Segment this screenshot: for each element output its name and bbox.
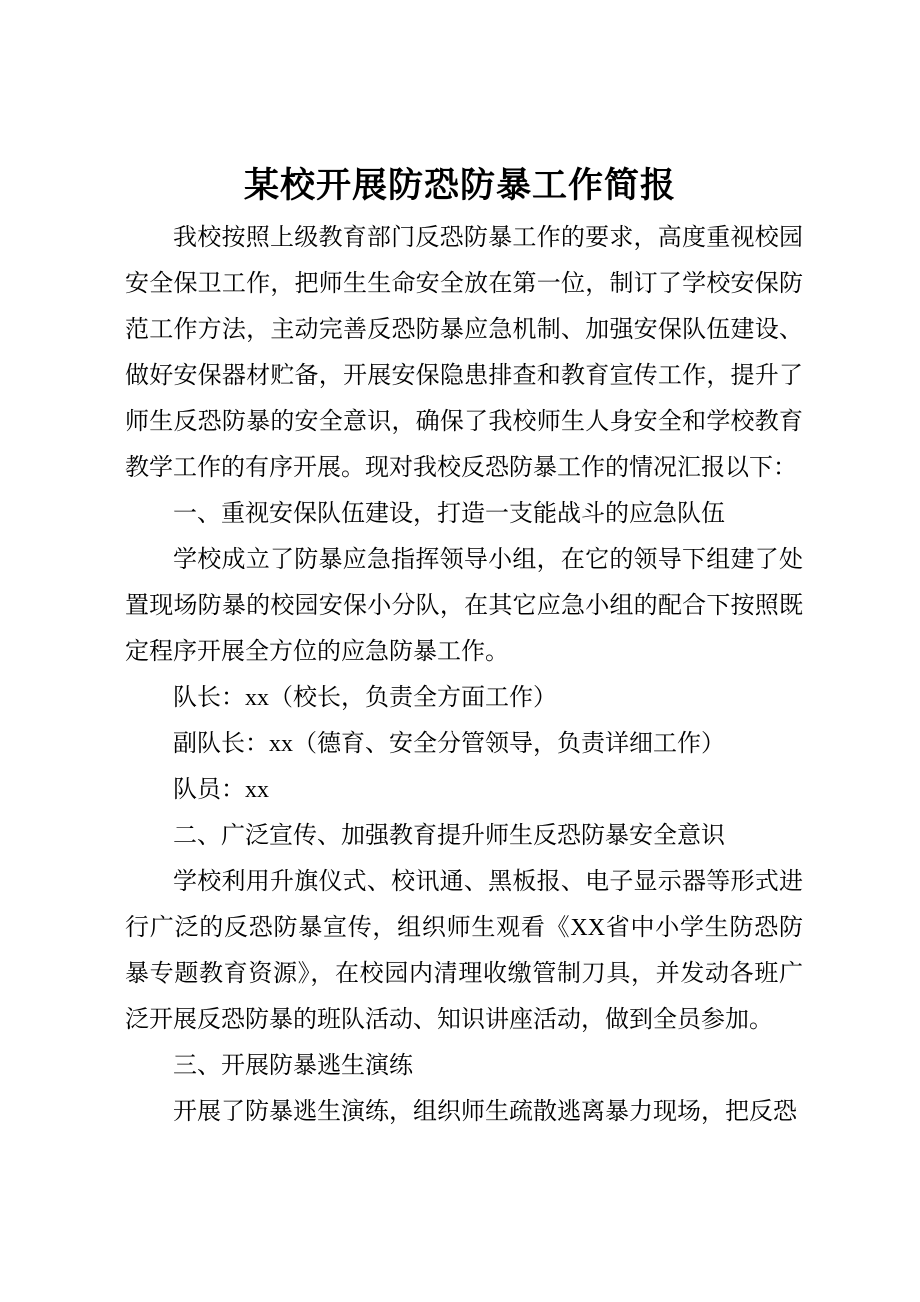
paragraph-3: 学校成立了防暴应急指挥领导小组，在它的领导下组建了处置现场防暴的校园安保小分队，在其它应急小组的配合下按照既定程序开展全方位的应急防暴工作。 [125, 547, 803, 665]
document-title: 某校开展防恐防暴工作简报 [243, 166, 676, 205]
paragraph-4: 队长：xx（校长，负责全方面工作） [173, 685, 557, 711]
paragraph-7: 二、广泛宣传、加强教育提升师生反恐防暴安全意识 [173, 823, 725, 849]
paragraph-10: 开展了防暴逃生演练，组织师生疏散逃离暴力现场，把反恐 [173, 1099, 797, 1125]
paragraph-6: 队员：xx [173, 777, 269, 803]
paragraph-9: 三、开展防暴逃生演练 [173, 1053, 413, 1079]
paragraph-5: 副队长：xx（德育、安全分管领导，负责详细工作） [173, 731, 725, 757]
paragraph-2: 一、重视安保队伍建设，打造一支能战斗的应急队伍 [173, 501, 725, 527]
document-body [125, 215, 803, 1135]
paragraph-8: 学校利用升旗仪式、校讯通、黑板报、电子显示器等形式进行广泛的反恐防暴宣传，组织师生观看《XX省中小学生防恐防暴专题教育资源》，在校园内清理收缴管制刀具，并发动各班广泛开展反恐防暴的班队活动、知识讲座活动，做到全员参加。 [125, 869, 803, 1033]
paragraph-1: 我校按照上级教育部门反恐防暴工作的要求，高度重视校园安全保卫工作，把师生生命安全放在第一位，制订了学校安保防范工作方法，主动完善反恐防暴应急机制、加强安保队伍建设、做好安保器材贮备，开展安保隐患排查和教育宣传工作，提升了师生反恐防暴的安全意识，确保了我校师生人身安全和学校教育教学工作的有序开展。现对我校反恐防暴工作的情况汇报以下： [125, 225, 803, 481]
